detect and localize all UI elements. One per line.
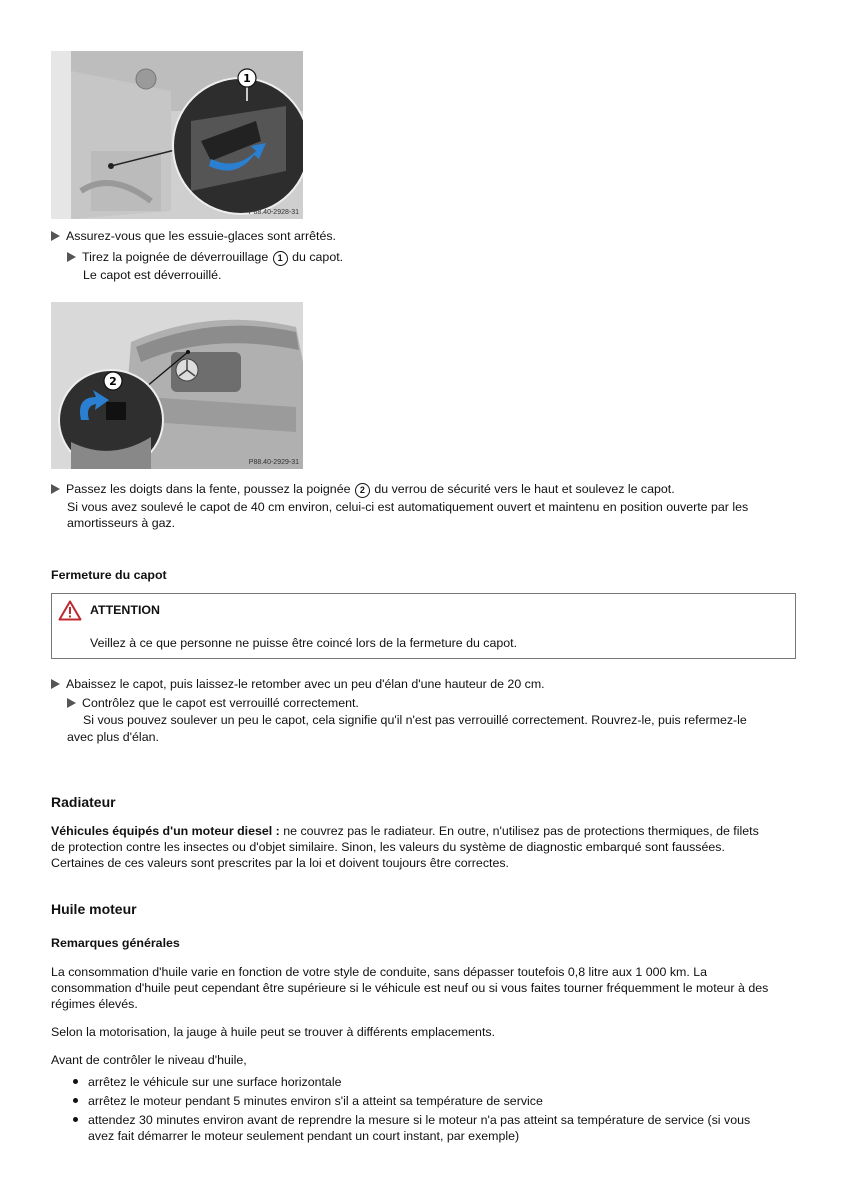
radiator-paragraph: Véhicules équipés d'un moteur diesel : ne couvrez pas le radiateur. En outre, n'utilisez pas de protections thermiques, de filets — [51, 824, 759, 838]
step-arrow-icon — [67, 252, 76, 262]
figure-hood-release — [51, 51, 303, 219]
step-result: amortisseurs à gaz. — [67, 516, 176, 530]
step-instruction: Abaissez le capot, puis laissez-le retomber avec un peu d'élan d'une hauteur de 20 cm. — [51, 676, 545, 692]
step-instruction: Passez les doigts dans la fente, poussez la poignée 2 du verrou de sécurité vers le haut et soulevez le capot. — [51, 481, 675, 498]
radiator-paragraph: Certaines de ces valeurs sont prescrites par la loi et doivent toujours être correctes. — [51, 856, 509, 870]
step-instruction: Contrôlez que le capot est verrouillé correctement. — [67, 695, 359, 711]
list-item: arrêtez le véhicule sur une surface horizontale — [88, 1075, 342, 1089]
oil-paragraph: régimes élevés. — [51, 997, 138, 1011]
step-arrow-icon — [51, 679, 60, 689]
list-item: arrêtez le moteur pendant 5 minutes environ s'il a atteint sa température de service — [88, 1094, 543, 1108]
callout-number-2: 2 — [355, 483, 370, 498]
bullet-dot — [73, 1098, 78, 1103]
step-instruction: Assurez-vous que les essuie-glaces sont arrêtés. — [51, 228, 336, 244]
step-arrow-icon — [67, 698, 76, 708]
safety-catch-illustration — [51, 302, 303, 469]
step-instruction: Tirez la poignée de déverrouillage 1 du capot. — [67, 249, 343, 266]
oil-paragraph: Selon la motorisation, la jauge à huile peut se trouver à différents emplacements. — [51, 1025, 496, 1039]
section-heading-radiator: Radiateur — [51, 794, 116, 810]
figure-callout-2: 2 — [109, 375, 117, 388]
bullet-dot — [73, 1117, 78, 1122]
oil-paragraph: La consommation d'huile varie en fonction de votre style de conduite, sans dépasser toutefois 0,8 litre aux 1 000 km. La — [51, 965, 708, 979]
hood-release-illustration — [51, 51, 303, 219]
figure-caption: P88.40-2929-31 — [248, 459, 299, 466]
callout-number-1: 1 — [273, 251, 288, 266]
step-result: Le capot est déverrouillé. — [83, 268, 222, 282]
figure-callout-1: 1 — [243, 72, 251, 85]
warning-text: Veillez à ce que personne ne puisse être coincé lors de la fermeture du capot. — [90, 636, 518, 650]
section-heading-oil: Huile moteur — [51, 901, 137, 917]
step-arrow-icon — [51, 484, 60, 494]
oil-paragraph: consommation d'huile peut cependant être supérieure si le véhicule est neuf ou si vous faites tourner fréquemment le moteur à des — [51, 981, 769, 995]
figure-safety-catch — [51, 302, 303, 469]
list-item-continuation: avez fait démarrer le moteur seulement pendant un court instant, par exemple) — [88, 1129, 520, 1143]
bullet-dot — [73, 1079, 78, 1084]
warning-box — [51, 593, 796, 659]
section-heading-closing: Fermeture du capot — [51, 568, 167, 582]
step-result: Si vous avez soulevé le capot de 40 cm environ, celui-ci est automatiquement ouvert et maintenu en position ouverte par les — [67, 500, 749, 514]
step-result: avec plus d'élan. — [67, 730, 159, 744]
step-arrow-icon — [51, 231, 60, 241]
oil-paragraph: Avant de contrôler le niveau d'huile, — [51, 1053, 247, 1067]
figure-caption: P88.40-2928-31 — [248, 209, 299, 216]
warning-triangle-icon — [58, 600, 82, 621]
step-result: Si vous pouvez soulever un peu le capot, cela signifie qu'il n'est pas verrouillé correctement. Rouvrez-le, puis refermez-le — [83, 713, 747, 727]
list-item: attendez 30 minutes environ avant de reprendre la mesure si le moteur n'a pas atteint sa température de service (si vous — [88, 1113, 751, 1127]
radiator-paragraph: de protection contre les insectes ou d'objet similaire. Sinon, les valeurs du système de diagnostic embarqué sont faussées. — [51, 840, 725, 854]
subheading-general: Remarques générales — [51, 936, 180, 950]
warning-title: ATTENTION — [90, 603, 160, 617]
